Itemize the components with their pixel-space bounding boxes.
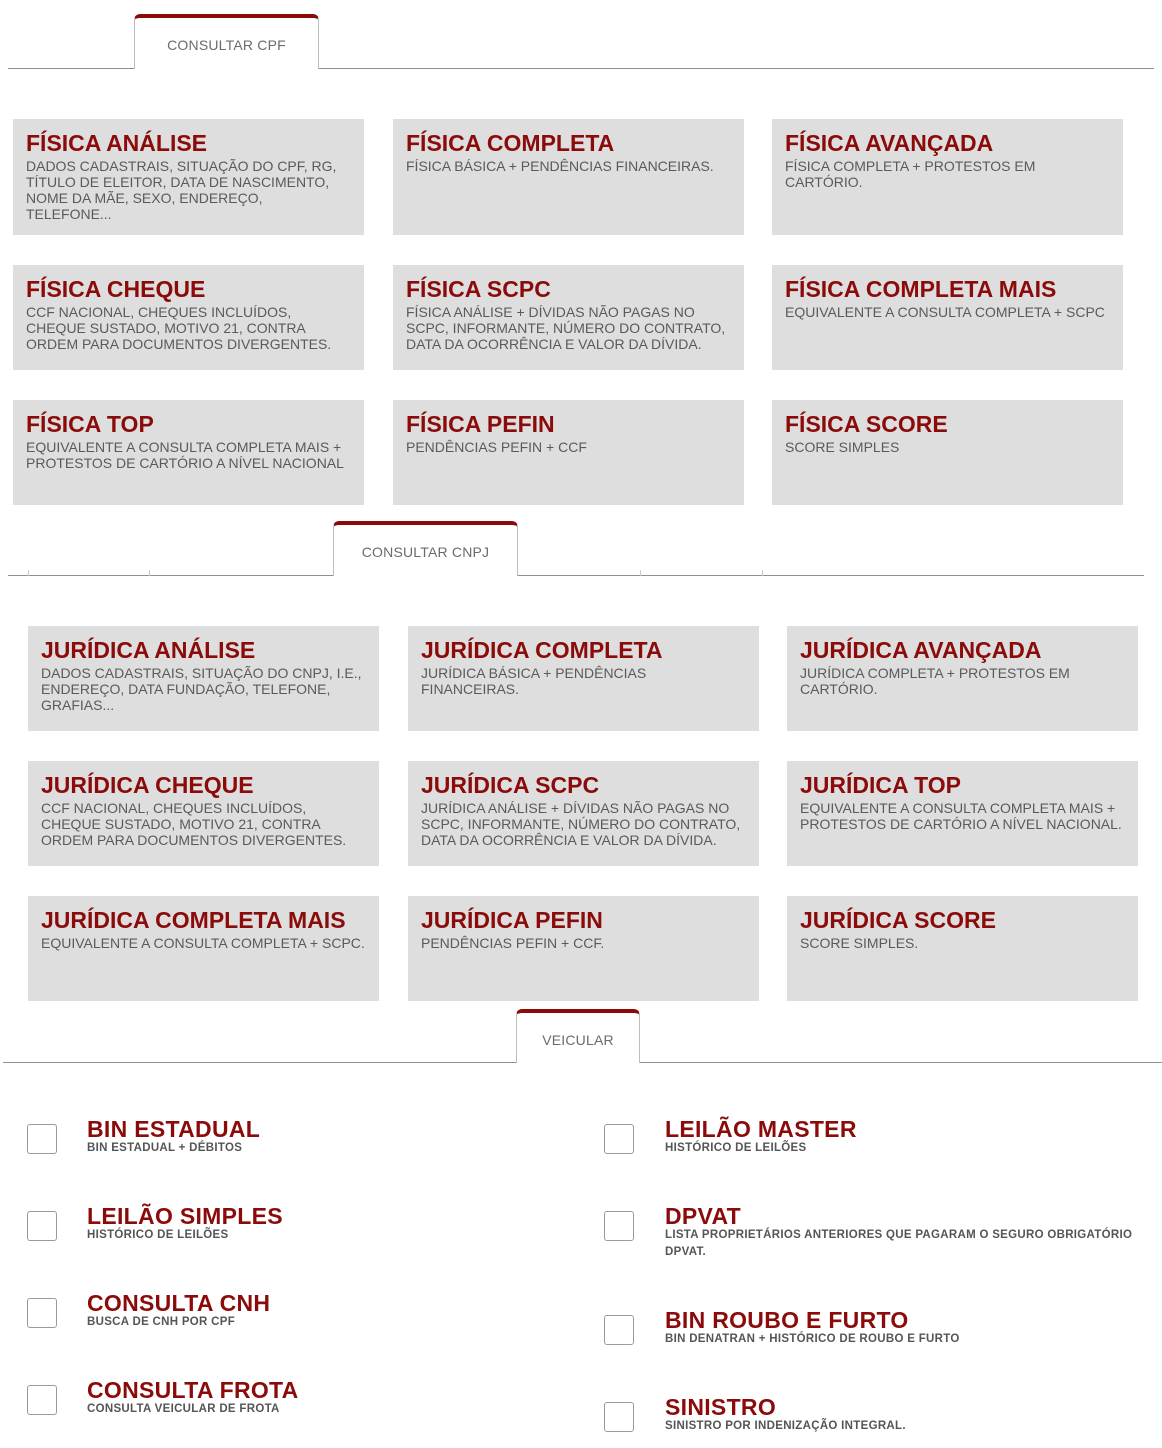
card-fisica-analise[interactable] bbox=[13, 119, 364, 235]
tab-label: CONSULTAR CPF bbox=[167, 37, 286, 53]
card-fisica-cheque[interactable] bbox=[13, 265, 364, 370]
card-title: JURÍDICA ANÁLISE bbox=[41, 637, 256, 663]
card-juridica-scpc[interactable] bbox=[408, 761, 759, 866]
card-description: JURÍDICA ANÁLISE + DÍVIDAS NÃO PAGAS NO SCPC, INFORMANTE, NÚMERO DO CONTRATO, DATA DA OCORRÊNCIA E VALOR DA DÍVIDA. bbox=[421, 800, 741, 848]
item-desc-leilao-simples: HISTÓRICO DE LEILÕES bbox=[87, 1229, 229, 1241]
card-description: DADOS CADASTRAIS, SITUAÇÃO DO CNPJ, I.E., ENDEREÇO, DATA FUNDAÇÃO, TELEFONE, GRAFIAS... bbox=[41, 665, 362, 713]
card-fisica-score[interactable] bbox=[772, 400, 1123, 505]
card-description: DADOS CADASTRAIS, SITUAÇÃO DO CPF, RG, TÍTULO DE ELEITOR, DATA DE NASCIMENTO, NOME DA MÃE, SEXO, ENDEREÇO, TELEFONE... bbox=[26, 158, 337, 222]
card-juridica-completa-mais[interactable] bbox=[28, 896, 379, 1001]
card-description: FÍSICA BÁSICA + PENDÊNCIAS FINANCEIRAS. bbox=[406, 158, 714, 174]
item-title-consulta-cnh: CONSULTA CNH bbox=[87, 1290, 271, 1316]
card-juridica-top[interactable] bbox=[787, 761, 1138, 866]
card-title: JURÍDICA COMPLETA bbox=[421, 637, 663, 663]
card-description: JURÍDICA COMPLETA + PROTESTOS EM CARTÓRIO. bbox=[800, 665, 1070, 697]
checkbox-consulta-cnh[interactable] bbox=[27, 1298, 57, 1328]
checkbox-bin-roubo-furto[interactable] bbox=[604, 1315, 634, 1345]
item-desc-bin-estadual: BIN ESTADUAL + DÉBITOS bbox=[87, 1142, 243, 1154]
divider-tick bbox=[762, 570, 763, 576]
card-title: FÍSICA PEFIN bbox=[406, 411, 555, 437]
card-title: JURÍDICA COMPLETA MAIS bbox=[41, 907, 346, 933]
card-title: JURÍDICA AVANÇADA bbox=[800, 637, 1042, 663]
card-title: FÍSICA SCPC bbox=[406, 276, 551, 302]
item-desc-consulta-cnh: BUSCA DE CNH POR CPF bbox=[87, 1316, 236, 1328]
divider-tick bbox=[149, 570, 150, 576]
divider-tick bbox=[640, 570, 641, 576]
item-desc-leilao-master: HISTÓRICO DE LEILÕES bbox=[665, 1142, 807, 1154]
tab-consultar-cnpj[interactable] bbox=[333, 521, 518, 576]
tab-label: VEICULAR bbox=[542, 1032, 614, 1048]
checkbox-dpvat[interactable] bbox=[604, 1211, 634, 1241]
card-title: FÍSICA ANÁLISE bbox=[26, 130, 208, 156]
card-description: CCF NACIONAL, CHEQUES INCLUÍDOS, CHEQUE SUSTADO, MOTIVO 21, CONTRA ORDEM PARA DOCUMENTOS DIVERGENTES. bbox=[26, 304, 332, 352]
card-title: FÍSICA CHEQUE bbox=[26, 276, 206, 302]
card-description: EQUIVALENTE A CONSULTA COMPLETA + SCPC bbox=[785, 304, 1105, 320]
card-description: FÍSICA COMPLETA + PROTESTOS EM CARTÓRIO. bbox=[785, 158, 1036, 190]
card-title: JURÍDICA SCORE bbox=[800, 907, 996, 933]
card-juridica-analise[interactable] bbox=[28, 626, 379, 731]
item-title-consulta-frota: CONSULTA FROTA bbox=[87, 1377, 299, 1403]
card-description: PENDÊNCIAS PEFIN + CCF. bbox=[421, 935, 605, 951]
card-fisica-top[interactable] bbox=[13, 400, 364, 505]
card-title: JURÍDICA CHEQUE bbox=[41, 772, 254, 798]
card-description: FÍSICA ANÁLISE + DÍVIDAS NÃO PAGAS NO SCPC, INFORMANTE, NÚMERO DO CONTRATO, DATA DA OCORRÊNCIA E VALOR DA DÍVIDA. bbox=[406, 304, 726, 352]
card-title: FÍSICA COMPLETA bbox=[406, 130, 615, 156]
card-juridica-completa[interactable] bbox=[408, 626, 759, 731]
checkbox-bin-estadual[interactable] bbox=[27, 1124, 57, 1154]
item-title-bin-roubo-furto: BIN ROUBO E FURTO bbox=[665, 1307, 909, 1333]
card-title: FÍSICA COMPLETA MAIS bbox=[785, 276, 1057, 302]
card-description: EQUIVALENTE A CONSULTA COMPLETA MAIS + PROTESTOS DE CARTÓRIO A NÍVEL NACIONAL. bbox=[800, 800, 1122, 832]
card-fisica-pefin[interactable] bbox=[393, 400, 744, 505]
card-fisica-scpc[interactable] bbox=[393, 265, 744, 370]
item-title-leilao-master: LEILÃO MASTER bbox=[665, 1116, 857, 1142]
item-desc-sinistro: SINISTRO POR INDENIZAÇÃO INTEGRAL. bbox=[665, 1420, 906, 1432]
card-description: SCORE SIMPLES bbox=[785, 439, 900, 455]
card-juridica-avancada[interactable] bbox=[787, 626, 1138, 731]
card-juridica-pefin[interactable] bbox=[408, 896, 759, 1001]
item-title-dpvat: DPVAT bbox=[665, 1203, 742, 1229]
item-title-bin-estadual: BIN ESTADUAL bbox=[87, 1116, 261, 1142]
item-title-leilao-simples: LEILÃO SIMPLES bbox=[87, 1203, 283, 1229]
checkbox-leilao-master[interactable] bbox=[604, 1124, 634, 1154]
checkbox-leilao-simples[interactable] bbox=[27, 1211, 57, 1241]
card-title: JURÍDICA PEFIN bbox=[421, 907, 603, 933]
card-description: JURÍDICA BÁSICA + PENDÊNCIAS FINANCEIRAS. bbox=[421, 665, 647, 697]
card-juridica-score[interactable] bbox=[787, 896, 1138, 1001]
card-fisica-completa[interactable] bbox=[393, 119, 744, 235]
checkbox-sinistro[interactable] bbox=[604, 1402, 634, 1432]
item-desc-dpvat: LISTA PROPRIETÁRIOS ANTERIORES QUE PAGARAM O SEGURO OBRIGATÓRIO DPVAT. bbox=[665, 1229, 1133, 1258]
card-description: SCORE SIMPLES. bbox=[800, 935, 919, 951]
card-title: JURÍDICA SCPC bbox=[421, 772, 600, 798]
item-desc-bin-roubo-furto: BIN DENATRAN + HISTÓRICO DE ROUBO E FURTO bbox=[665, 1333, 960, 1345]
tab-divider-cnpj bbox=[8, 575, 1144, 576]
tab-veicular[interactable] bbox=[516, 1009, 640, 1063]
card-title: FÍSICA AVANÇADA bbox=[785, 130, 994, 156]
item-desc-consulta-frota: CONSULTA VEICULAR DE FROTA bbox=[87, 1403, 280, 1415]
card-fisica-avancada[interactable] bbox=[772, 119, 1123, 235]
card-description: PENDÊNCIAS PEFIN + CCF bbox=[406, 439, 587, 455]
divider-tick bbox=[28, 570, 29, 576]
card-description: EQUIVALENTE A CONSULTA COMPLETA + SCPC. bbox=[41, 935, 365, 951]
tab-consultar-cpf[interactable] bbox=[134, 14, 319, 69]
card-fisica-completa-mais[interactable] bbox=[772, 265, 1123, 370]
card-title: FÍSICA SCORE bbox=[785, 411, 948, 437]
checkbox-consulta-frota[interactable] bbox=[27, 1385, 57, 1415]
tab-label: CONSULTAR CNPJ bbox=[361, 544, 490, 560]
item-title-sinistro: SINISTRO bbox=[665, 1394, 777, 1420]
card-description: CCF NACIONAL, CHEQUES INCLUÍDOS, CHEQUE SUSTADO, MOTIVO 21, CONTRA ORDEM PARA DOCUMENTOS DIVERGENTES. bbox=[41, 800, 347, 848]
card-description: EQUIVALENTE A CONSULTA COMPLETA MAIS + PROTESTOS DE CARTÓRIO A NÍVEL NACIONAL bbox=[26, 439, 344, 471]
card-juridica-cheque[interactable] bbox=[28, 761, 379, 866]
card-title: JURÍDICA TOP bbox=[800, 772, 962, 798]
card-title: FÍSICA TOP bbox=[26, 411, 154, 437]
